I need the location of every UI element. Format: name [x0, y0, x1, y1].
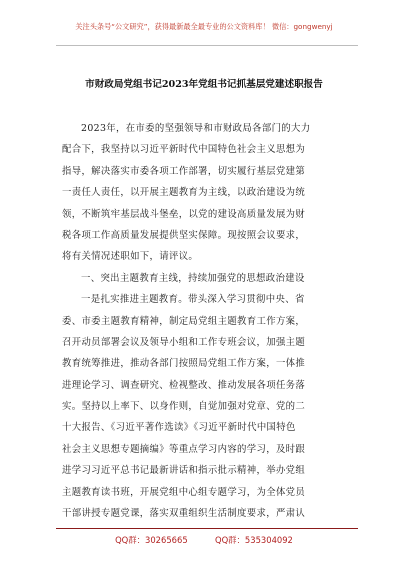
paragraph-line: 干部讲授专题党课，落实双重组织生活制度要求，严肃认 — [62, 508, 306, 520]
paragraph-line: 十大报告、《习近平著作选读》《习近平新时代中国特色 — [62, 422, 296, 434]
footer-divider — [56, 528, 358, 529]
qq-group-1: QQ群：30265665 — [115, 535, 188, 545]
paragraph-line: 实。坚持以上率下、以身作则，自觉加强对党章、党的二 — [62, 401, 306, 413]
paragraph-line: 税各项工作高质量发展提供坚实保障。现按照会议要求， — [62, 229, 306, 241]
paragraph-line: 将有关情况述职如下，请评议。 — [62, 251, 199, 263]
header-banner: 关注头条号“公文研究”，获得最新最全最专业的公文资料库！ 微信：gongwenyj — [75, 22, 333, 31]
paragraph-line: 一责任人责任，以开展主题教育为主线，以政治建设为统 — [62, 187, 306, 199]
paragraph-line: 委、市委主题教育精神，制定局党组主题教育工作方案， — [62, 315, 306, 327]
paragraph-line: 教育统筹推进，推动各部门按照局党组工作方案，一体推 — [62, 358, 306, 370]
paragraph-line: 领，不断筑牢基层战斗堡垒，以党的建设高质量发展为财 — [62, 208, 306, 220]
document-title: 市财政局党组书记2023年党组书记抓基层党建述职报告 — [85, 79, 323, 90]
qq-group-2: QQ群：535304092 — [215, 535, 293, 545]
paragraph-line: 指导，解决落实市委各项工作部署，切实履行基层党建第 — [62, 165, 306, 177]
document-body — [62, 118, 352, 524]
paragraph-line: 2023年，在市委的坚强领导和市财政局各部门的大力 — [81, 123, 311, 134]
paragraph-line: 配合下，我坚持以习近平新时代中国特色社会主义思想为 — [62, 144, 306, 156]
paragraph-line: 召开动员部署会议及领导小组和工作专班会议，加强主题 — [62, 336, 306, 348]
section-heading: 一、突出主题教育主线，持续加强党的思想政治建设 — [81, 272, 305, 284]
paragraph-line: 主题教育读书班，开展党组中心组专题学习，为全体党员 — [62, 486, 306, 498]
paragraph-line: 社会主义思想专题摘编》等重点学习内容的学习，及时跟 — [62, 443, 306, 455]
footer-contact — [0, 534, 408, 546]
header-divider — [56, 45, 358, 46]
paragraph-line: 一是扎实推进主题教育。带头深入学习贯彻中央、省 — [81, 294, 305, 306]
paragraph-line: 进理论学习、调查研究、检视整改、推动发展各项任务落 — [62, 379, 306, 391]
paragraph-line: 进学习习近平总书记最新讲话和指示批示精神，举办党组 — [62, 465, 306, 477]
